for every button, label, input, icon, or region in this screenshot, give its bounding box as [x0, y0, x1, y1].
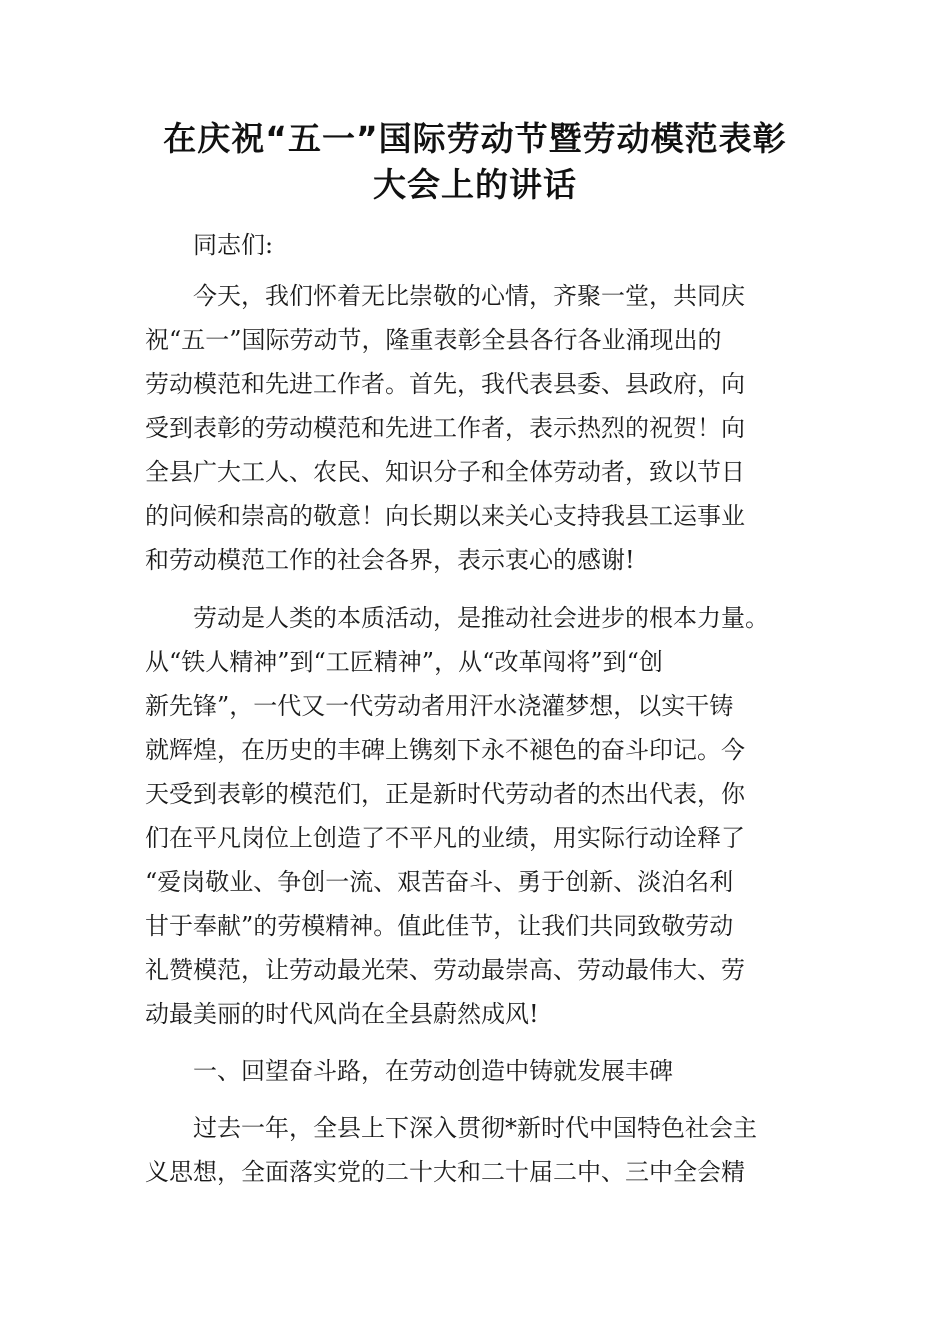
body-line: 的问候和崇高的敬意！向长期以来关心支持我县工运事业 [145, 502, 745, 530]
body-line: “爱岗敬业、争创一流、艰苦奋斗、勇于创新、淡泊名利 [145, 868, 734, 896]
body-line: 全县广大工人、农民、知识分子和全体劳动者，致以节日 [145, 458, 745, 486]
body-line: 劳动模范和先进工作者。首先，我代表县委、县政府，向 [145, 370, 745, 398]
body-line: 义思想，全面落实党的二十大和二十届二中、三中全会精 [145, 1158, 745, 1186]
body-line: 劳动是人类的本质活动，是推动社会进步的根本力量。 [193, 604, 769, 632]
body-line: 天受到表彰的模范们，正是新时代劳动者的杰出代表，你 [145, 780, 745, 808]
body-line: 过去一年，全县上下深入贯彻*新时代中国特色社会主 [193, 1114, 757, 1142]
body-line: 礼赞模范，让劳动最光荣、劳动最崇高、劳动最伟大、劳 [145, 956, 745, 984]
body-line: 受到表彰的劳动模范和先进工作者，表示热烈的祝贺！向 [145, 414, 745, 442]
salutation: 同志们: [193, 231, 274, 259]
body-line: 祝“五一”国际劳动节，隆重表彰全县各行各业涌现出的 [145, 326, 722, 354]
body-line: 今天，我们怀着无比崇敬的心情，齐聚一堂，共同庆 [193, 282, 745, 310]
body-line: 从“铁人精神”到“工匠精神”，从“改革闯将”到“创 [145, 648, 663, 676]
body-line: 动最美丽的时代风尚在全县蔚然成风! [145, 1000, 539, 1028]
body-line: 和劳动模范工作的社会各界，表示衷心的感谢! [145, 546, 635, 574]
body-line: 们在平凡岗位上创造了不平凡的业绩，用实际行动诠释了 [145, 824, 745, 852]
body-line: 新先锋”，一代又一代劳动者用汗水浇灌梦想，以实干铸 [145, 692, 734, 720]
body-line: 就辉煌，在历史的丰碑上镌刻下永不褪色的奋斗印记。今 [145, 736, 745, 764]
document-title-line-2: 大会上的讲话 [373, 165, 577, 204]
document-title-line-1: 在庆祝“五一”国际劳动节暨劳动模范表彰 [163, 119, 787, 158]
body-line: 甘于奉献”的劳模精神。值此佳节，让我们共同致敬劳动 [145, 912, 734, 940]
section-heading: 一、回望奋斗路，在劳动创造中铸就发展丰碑 [193, 1057, 673, 1085]
